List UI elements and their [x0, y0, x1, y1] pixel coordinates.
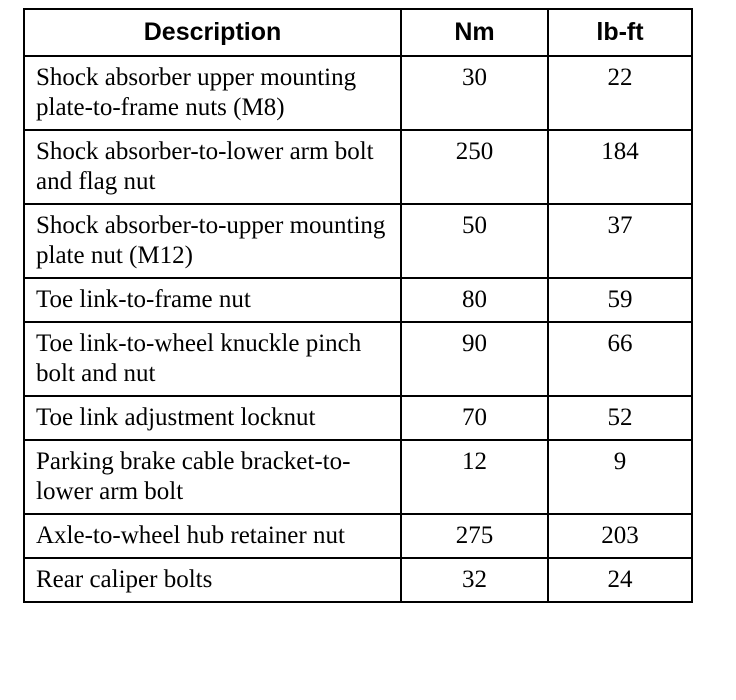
row-nm: 50 — [401, 204, 548, 278]
row-lbft: 66 — [548, 322, 692, 396]
torque-spec-table — [23, 8, 693, 603]
row-description: Parking brake cable bracket-to-lower arm bolt — [24, 440, 401, 514]
table-row — [24, 396, 692, 440]
table-row — [24, 130, 692, 204]
row-description: Toe link adjustment locknut — [24, 396, 401, 440]
row-description: Toe link-to-wheel knuckle pinch bolt and nut — [24, 322, 401, 396]
table-row — [24, 204, 692, 278]
row-nm: 12 — [401, 440, 548, 514]
row-lbft: 52 — [548, 396, 692, 440]
table-row — [24, 558, 692, 602]
header-nm: Nm — [401, 9, 548, 56]
row-description: Toe link-to-frame nut — [24, 278, 401, 322]
row-nm: 275 — [401, 514, 548, 558]
row-description: Axle-to-wheel hub retainer nut — [24, 514, 401, 558]
row-nm: 70 — [401, 396, 548, 440]
row-description: Shock absorber-to-lower arm bolt and flag nut — [24, 130, 401, 204]
row-nm: 80 — [401, 278, 548, 322]
header-row — [24, 9, 692, 56]
row-nm: 30 — [401, 56, 548, 130]
row-nm: 250 — [401, 130, 548, 204]
table-row — [24, 56, 692, 130]
header-lbft: lb-ft — [548, 9, 692, 56]
table-row — [24, 322, 692, 396]
row-description: Shock absorber-to-upper mounting plate nut (M12) — [24, 204, 401, 278]
row-lbft: 24 — [548, 558, 692, 602]
row-lbft: 9 — [548, 440, 692, 514]
table-row — [24, 514, 692, 558]
row-lbft: 22 — [548, 56, 692, 130]
header-description: Description — [24, 9, 401, 56]
row-nm: 90 — [401, 322, 548, 396]
row-lbft: 184 — [548, 130, 692, 204]
row-lbft: 37 — [548, 204, 692, 278]
row-lbft: 203 — [548, 514, 692, 558]
table-row — [24, 278, 692, 322]
table-row — [24, 440, 692, 514]
row-lbft: 59 — [548, 278, 692, 322]
row-description: Rear caliper bolts — [24, 558, 401, 602]
row-description: Shock absorber upper mounting plate-to-frame nuts (M8) — [24, 56, 401, 130]
row-nm: 32 — [401, 558, 548, 602]
